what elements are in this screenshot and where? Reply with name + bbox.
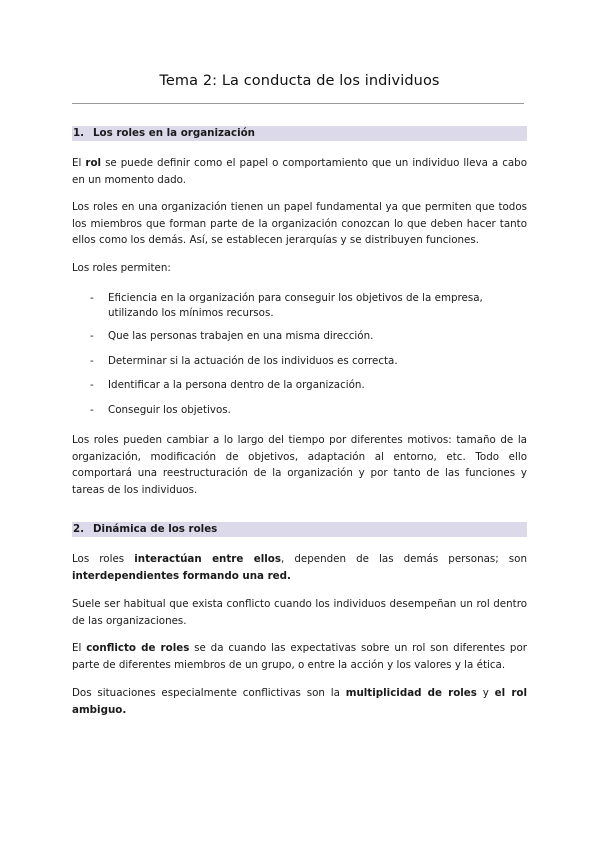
s2-p3-text-a: El [72,642,87,654]
s2-paragraph-2: Suele ser habitual que exista conflicto cuando los individuos desempeñan un rol dentro de las organizaciones. [72,598,527,627]
list-item [90,291,527,321]
bullet-dash: - [90,379,94,391]
list-item [90,354,527,369]
list-item [90,378,527,393]
list-item-text: Conseguir los objetivos. [108,404,231,416]
s2-p3-text-b: se da cuando las expectativas sobre un rol son diferentes por parte de diferentes miembros de un grupo, o entre la acción y los valores y la ética. [72,642,527,671]
s2-p4-bold-a: multiplicidad de roles [345,687,477,699]
list-item [90,329,527,344]
s2-p4-text-b: y [476,687,495,699]
bullet-dash: - [90,330,94,342]
s2-paragraph-3 [72,640,527,673]
s1-p1-text-a: El [72,157,86,169]
s1-paragraph-3: Los roles permiten: [72,262,171,274]
s2-paragraph-4 [72,685,527,718]
section-number-2: 2. [73,523,85,535]
s2-paragraph-1 [72,551,527,584]
list-item-text: Eficiencia en la organización para conseguir los objetivos de la empresa, utilizando los mínimos recursos. [108,292,483,319]
s2-p1-bold-b: interdependientes formando una red. [72,569,291,582]
s1-paragraph-2: Los roles en una organización tienen un papel fundamental ya que permiten que todos los miembros que forman parte de la organización conozcan lo que deben hacer tanto ellos como los demás. Así, se establecen jerarquías y se distribuyen funciones. [72,201,527,246]
s2-p1-text-a: Los roles [72,553,135,565]
s1-p1-text-b: se puede definir como el papel o comportamiento que un individuo lleva a cabo en un momento dado. [72,157,527,186]
s2-p4-bold-b: el rol ambiguo. [72,687,527,716]
s2-p4-text-a: Dos situaciones especialmente conflictivas son la [72,687,346,699]
s1-p1-bold: rol [85,157,102,169]
section-heading-1 [72,126,527,141]
section-title-2: Dinámica de los roles [93,523,218,535]
list-item-text: Determinar si la actuación de los individuos es correcta. [108,355,398,367]
list-item-text: Que las personas trabajen en una misma dirección. [108,330,374,342]
list-item [90,403,527,418]
s1-paragraph-4: Los roles pueden cambiar a lo largo del tiempo por diferentes motivos: tamaño de la organización, modificación de objetivos, adaptación al entorno, etc. Todo ello comportará una reestructuración de la organización y por tanto de las funciones y tareas de los individuos. [72,434,527,496]
s1-paragraph-1 [72,155,527,188]
section-number-1: 1. [73,127,85,139]
list-item-text: Identificar a la persona dentro de la organización. [108,379,365,391]
s2-p3-bold: conflicto de roles [86,642,190,654]
bullet-dash: - [90,355,94,367]
page-title: Tema 2: La conducta de los individuos [159,73,440,89]
s2-p1-text-b: , dependen de las demás personas; son [281,553,527,565]
section-heading-2 [72,522,527,537]
bullet-dash: - [90,292,94,304]
s2-p1-bold-a: interactúan entre ellos [134,553,281,565]
bullet-dash: - [90,404,94,416]
section-title-1: Los roles en la organización [93,127,255,139]
title-divider [72,103,524,104]
